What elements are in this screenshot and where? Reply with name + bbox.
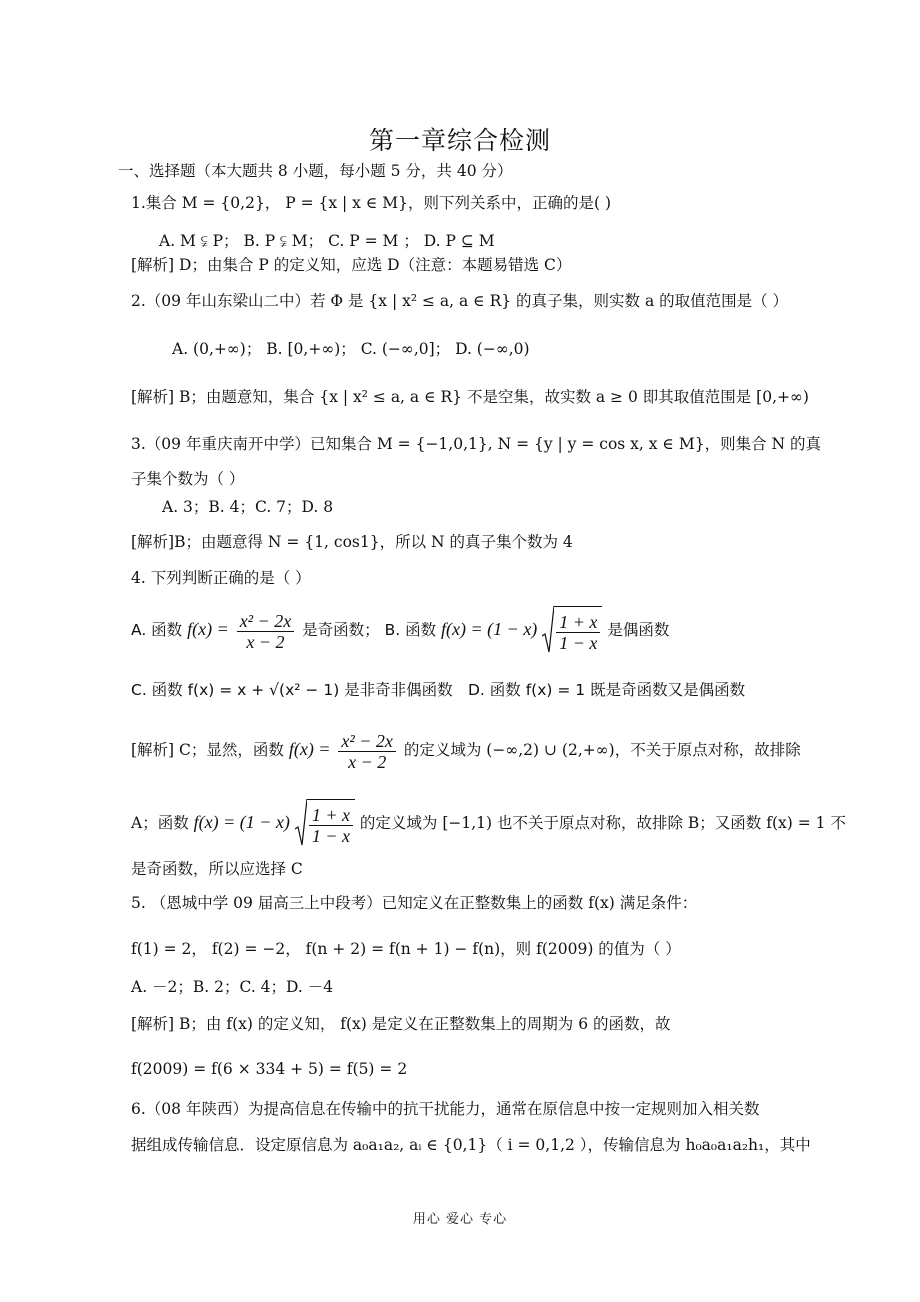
q4-analysis-fraction [338,731,396,772]
q4-analysis-2-func: f(x) = (1 − x) [193,812,290,832]
q2-analysis: [解析] B；由题意知，集合 {x | x² ≤ a, a ∈ R} 不是空集，故实数 a ≥ 0 即其取值范围是 [0,+∞) [131,388,809,406]
q6-stem-line1: 6.（08 年陕西）为提高信息在传输中的抗干扰能力，通常在原信息中按一定规则加入相关数 [131,1100,760,1118]
q5-options: A. －2；B. 2；C. 4；D. －4 [131,978,334,996]
section-heading: 一、选择题（本大题共 8 小题，每小题 5 分，共 40 分） [118,162,513,180]
q4-analysis-suffix: 的定义域为 (−∞,2) ∪ (2,+∞)，不关于原点对称，故排除 [403,741,801,759]
fraction-numerator: x² − 2x [338,731,396,752]
q4-analysis-line2 [131,797,846,850]
q4-option-b-func: f(x) = (1 − x) [441,619,538,639]
q4-option-a-suffix: 是奇函数； [302,621,380,639]
q4-option-b-sqrt [542,606,602,657]
q6-stem-line2: 据组成传输信息．设定原信息为 a₀a₁a₂, aᵢ ∈ {0,1}（ i = 0,1,2 ），传输信息为 h₀a₀a₁a₂h₁，其中 [131,1136,811,1154]
q1-stem: 1.集合 M = {0,2}， P = {x | x ∈ M}，则下列关系中，正确的是( ) [131,194,612,212]
page-title: 第一章综合检测 [368,126,551,155]
q4-option-a-fraction [237,611,295,652]
q4-analysis-func: f(x) = [288,739,331,759]
q3-stem-line1: 3.（09 年重庆南开中学）已知集合 M = {−1,0,1}, N = {y | y = cos x, x ∈ M}，则集合 N 的真 [131,435,821,453]
q4-analysis-prefix: [解析] C；显然，函数 [131,741,284,759]
q4-option-d: D. 函数 f(x) = 1 既是奇函数又是偶函数 [468,681,746,699]
q5-stem-line2: f(1) = 2， f(2) = −2， f(n + 2) = f(n + 1) − f(n)，则 f(2009) 的值为（ ） [131,940,681,958]
q4-option-b-suffix: 是偶函数 [607,621,670,639]
fraction-numerator: x² − 2x [237,611,295,632]
q3-stem-line2: 子集个数为（ ） [131,470,245,488]
fraction-denominator: 1 − x [311,826,350,846]
q4-stem: 4. 下列判断正确的是（ ） [131,569,311,587]
q5-stem-line1: 5. （恩城中学 09 届高三上中段考）已知定义在正整数集上的函数 f(x) 满足条件： [131,894,698,912]
fraction-numerator: 1 + x [556,612,600,633]
q4-option-a-prefix: A. 函数 [131,621,183,639]
q4-analysis-2-sqrt [295,799,355,850]
q4-option-a-func: f(x) = [187,619,229,639]
radical-icon [295,799,307,847]
q1-analysis: [解析] D；由集合 P 的定义知，应选 D（注意：本题易错选 C） [131,256,572,274]
fraction-denominator: x − 2 [348,751,387,772]
q4-options-ab [131,604,669,657]
q2-options: A. (0,+∞)； B. [0,+∞)； C. (−∞,0]； D. (−∞,0) [172,340,530,358]
q4-analysis-line3: 是奇函数，所以应选择 C [131,860,303,878]
q4-analysis-2-suffix: 的定义域为 [−1,1) 也不关于原点对称，故排除 B；又函数 f(x) = 1 不 [359,814,846,832]
q4-analysis-2-prefix: A；函数 [131,814,189,832]
q2-stem: 2.（09 年山东梁山二中）若 Φ 是 {x | x² ≤ a, a ∈ R} 的真子集，则实数 a 的取值范围是（ ） [131,292,789,310]
q4-analysis-line1 [131,724,801,775]
page-footer: 用心 爱心 专心 [412,1212,508,1227]
q5-analysis-line1: [解析] B；由 f(x) 的定义知， f(x) 是定义在正整数集上的周期为 6 的函数，故 [131,1015,671,1033]
fraction-numerator: 1 + x [309,805,353,826]
q3-options: A. 3；B. 4；C. 7；D. 8 [162,498,334,516]
fraction-denominator: 1 − x [559,633,598,653]
q5-analysis-line2: f(2009) = f(6 × 334 + 5) = f(5) = 2 [131,1060,408,1078]
q3-analysis: [解析]B；由题意得 N = {1, cos1}，所以 N 的真子集个数为 4 [131,533,573,551]
fraction-denominator: x − 2 [246,631,285,652]
q1-options: A. M ⫋ P； B. P ⫋ M； C. P = M ； D. P ⊆ M [159,232,495,250]
radical-icon [542,606,554,654]
q4-option-c: C. 函数 f(x) = x + √(x² − 1) 是非奇非偶函数 [131,681,453,699]
q4-option-b-prefix: B. 函数 [384,621,437,639]
